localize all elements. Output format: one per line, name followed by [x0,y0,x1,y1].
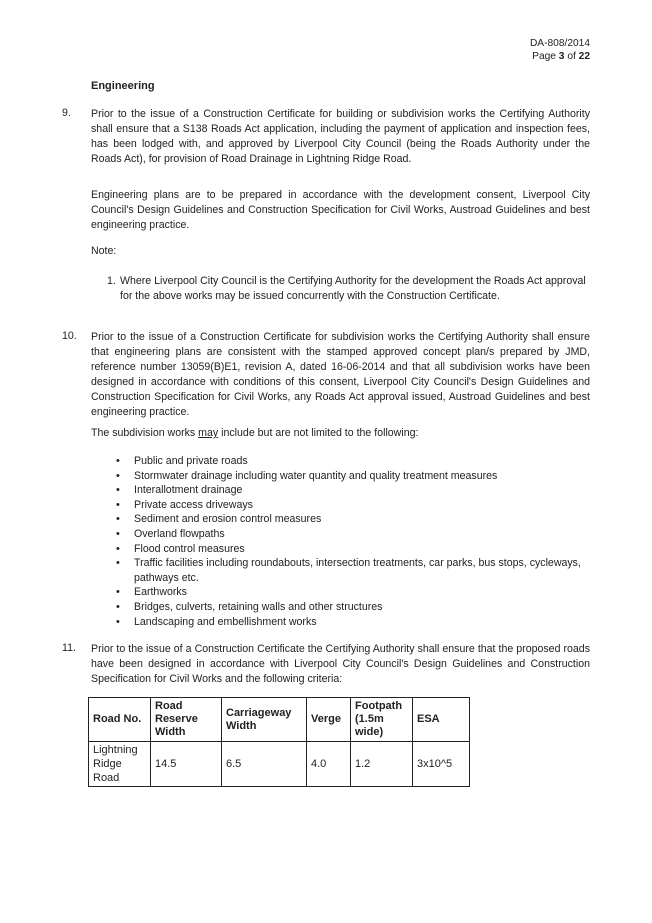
column-header: Road Reserve Width [151,698,222,742]
column-header: Verge [307,698,351,742]
list-item: • Earthworks [91,585,591,600]
works-list [91,454,591,629]
subitem-text: Where Liverpool City Council is the Certifying Authority for the development the Roads Act approval for the above works may be issued concurrently with the Construction Certificate. [120,275,586,302]
condition-paragraph: Engineering plans are to be prepared in accordance with the development consent, Liverpool City Council's Design Guidelines and Construction Specification for Civil Works, Austroad Guidelines and best engineering practice. [91,189,590,232]
column-header: Road No. [89,698,151,742]
table-cell: 14.5 [151,742,222,787]
emphasis-may: may [198,427,219,439]
condition-paragraph: Prior to the issue of a Construction Certificate the Certifying Authority shall ensure that the proposed roads have been designed in accordance with Liverpool City Council's Design Guidelines and Construction Specification for Civil Works and the following criteria: [91,643,590,686]
list-item: • Sediment and erosion control measures [91,512,591,527]
list-item: • Bridges, culverts, retaining walls and other structures [91,600,591,615]
da-number: DA-808/2014 [529,38,590,49]
table-cell: 1.2 [351,742,413,787]
condition-paragraph: Prior to the issue of a Construction Certificate for subdivision works the Certifying Authority shall ensure that engineering plans are consistent with the stamped approved concept plan/s prepared by JMD, reference number 13059(B)E1, revision A, dated 16-06-2014 and that all subdivision works have been designed in accordance with conditions of this consent, Liverpool City Council's Design Guidelines and Construction Specification for Civil Works, any Roads Act approval issued, Austroad Guidelines and best engineering practice. [91,331,590,419]
list-item: • Public and private roads [91,454,591,469]
list-item: • Interallotment drainage [91,483,591,498]
table-header-row [89,698,470,742]
works-intro: The subdivision works may include but are not limited to the following: [91,427,419,439]
table-cell: Lightning Ridge Road [89,742,151,787]
condition-paragraph: Prior to the issue of a Construction Certificate for building or subdivision works the Certifying Authority shall ensure that a S138 Roads Act application, including the payment of application and inspection fees, has been lodged with, and approved by Liverpool City Council (being the Roads Authority under the Roads Act), for provision of Road Drainage in Lightning Ridge Road. [91,108,590,166]
column-header: ESA [413,698,470,742]
table-cell: 4.0 [307,742,351,787]
table-row [89,742,470,787]
list-item: • Flood control measures [91,542,591,557]
condition-number: 11. [62,642,76,654]
subitem-number: 1. [107,275,116,287]
column-header: Footpath (1.5m wide) [351,698,413,742]
table-cell: 3x10^5 [413,742,470,787]
condition-number: 9. [62,107,71,119]
column-header: Carriageway Width [222,698,307,742]
list-item: • Private access driveways [91,498,591,513]
list-item: • Traffic facilities including roundabouts, intersection treatments, car parks, bus stops, cycleways, pathways etc. [91,556,591,585]
list-item: • Overland flowpaths [91,527,591,542]
document-reference [530,37,590,63]
section-heading: Engineering [91,80,155,92]
note-label: Note: [91,245,117,257]
table-cell: 6.5 [222,742,307,787]
list-item: • Landscaping and embellishment works [91,615,591,630]
condition-number: 10. [62,330,77,342]
road-criteria-table [88,697,470,787]
note-subitem [107,274,587,304]
page-number: Page 3 of 22 [532,51,590,62]
list-item: • Stormwater drainage including water quantity and quality treatment measures [91,469,591,484]
